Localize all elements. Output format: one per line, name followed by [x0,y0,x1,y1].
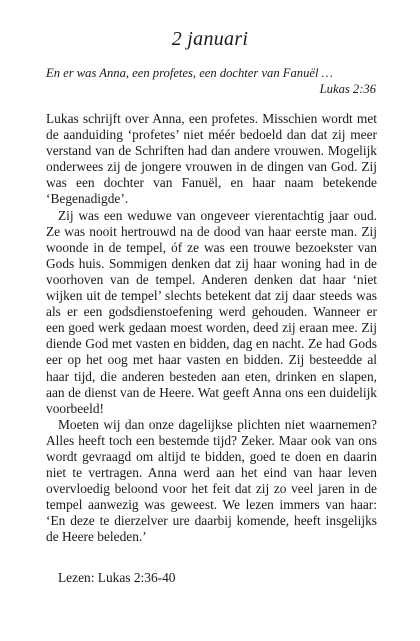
verse-text: En er was Anna, een profetes, een dochter van Fanuël … [46,66,333,80]
bible-verse [46,65,376,97]
paragraph-2: Zij was een weduwe van ongeveer vierentachtig jaar oud. Ze was nooit hertrouwd na de dood van haar eerste man. Zij woonde in de tempel, óf ze was een trouwe bezoekster van Gods huis. Sommigen denken dat zij haar woning had in de voorhoven van de tempel. Anderen denken dat haar ‘niet wijken uit de tempel’ slechts betekent dat zij daar steeds was als er een godsdienstoefening werd gehouden. Wanneer er een goed werk gedaan moest worden, deed zij eraan mee. Zij diende God met vasten en bidden, dag en nacht. Ze had Gods eer op het oog met haar vasten en bidden. Zij besteedde al haar tijd, die anderen besteden aan eten, drinken en slapen, aan de dienst van de Heere. Wat geeft Anna ons een duidelijk voorbeeld! [46,207,377,416]
paragraph-3: Moeten wij dan onze dagelijkse plichten niet waarnemen? Alles heeft toch een bestemde tijd? Zeker. Maar ook van ons wordt gevraagd om altijd te bidden, goed te doen en daarin niet te vertragen. Anna werd aan het eind van haar leven overvloedig beloond voor het feit dat zij zo veel jaren in de tempel aanwezig was geweest. We lezen immers van haar: ‘En deze te dierzelver ure daarbij komende, heeft insgelijks de Heere beleden.’ [46,416,377,545]
verse-reference: Lukas 2:36 [319,82,376,96]
devotional-body [46,111,377,546]
page-date-heading: 2 januari [171,28,249,50]
reading-reference: Lezen: Lukas 2:36-40 [58,570,176,585]
paragraph-1: Lukas schrijft over Anna, een profetes. Misschien wordt met de aanduiding ‘profetes’ niet méér bedoeld dan dat zij meer verstand van de Schriften had dan andere vrouwen. Mogelijk onderwees zij de jongere vrouwen in de dingen van God. Zij was een dochter van Fanuël, en haar naam betekende ‘Begenadigde’. [46,111,377,207]
